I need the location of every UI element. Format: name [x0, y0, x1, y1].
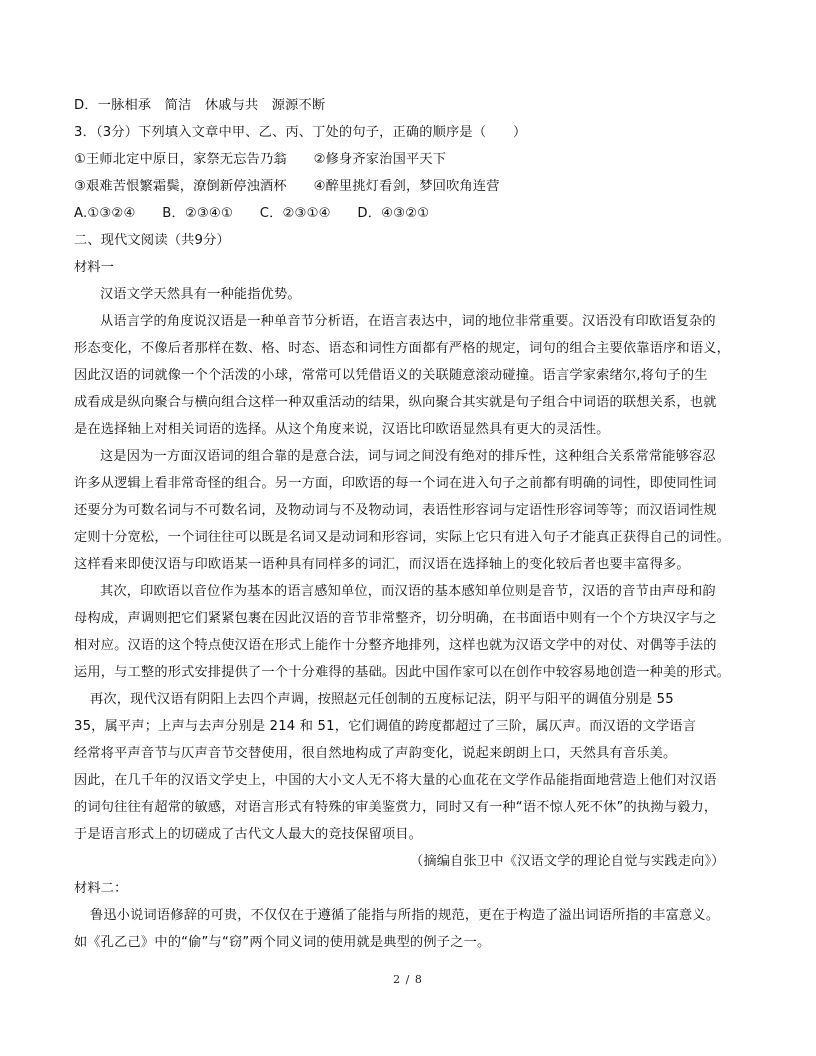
paragraph-line: 是在选择轴上对相关词语的选择。从这个角度来说，汉语比印欧语显然具有更大的灵活性。 — [74, 422, 610, 437]
material-1-heading: 材料一 — [74, 260, 115, 275]
paragraph-line: 如《孔乙己》中的“偷”与“窃”两个同义词的使用就是典型的例子之一。 — [74, 935, 491, 950]
sentence-options-3-4: ③艰难苦恨繁霜鬓，潦倒新停浊酒杯 ④醉里挑灯看剑，梦回吹角连营 — [74, 179, 500, 194]
paragraph-line: 从语言学的角度说汉语是一种单音节分析语，在语言表达中，词的地位非常重要。汉语没有印欧语复杂的 — [100, 314, 716, 329]
paragraph-line: 35，属平声；上声与去声分别是 214 和 51，它们调值的跨度都超过了三阶，属仄声。而汉语的文学语言 — [74, 719, 697, 734]
paragraph-line: 成看成是纵向聚合与横向组合这样一种双重活动的结果，纵向聚合其实就是句子组合中词语的联想关系，也就 — [74, 395, 717, 410]
answer-choices: A.①③②④ B．②③④① C．②③①④ D．④③②① — [74, 206, 430, 221]
paragraph-line: 其次，印欧语以音位作为基本的语言感知单位，而汉语的基本感知单位则是音节，汉语的音节由声母和韵 — [100, 584, 716, 599]
paragraph-line: 这是因为一方面汉语词的组合靠的是意合法，词与词之间没有绝对的排斥性，这种组合关系常常能够容忍 — [100, 449, 716, 464]
paragraph-line: 还要分为可数名词与不可数名词，及物动词与不及物动词，表语性形容词与定语性形容词等等；而汉语词性规 — [74, 503, 717, 518]
paragraph-line: 的词句往往有超常的敏感，对语言形式有特殊的审美鉴赏力，同时又有一种“语不惊人死不休”的执拗与毅力， — [74, 800, 718, 815]
paragraph-line: 经常将平声音节与仄声音节交替使用，很自然地构成了声韵变化，说起来朗朗上口，天然具有音乐美。 — [74, 746, 677, 761]
material-2-heading: 材料二： — [74, 881, 128, 896]
paragraph-line: 母构成，声调则把它们紧紧包裹在因此汉语的音节非常整齐，切分明确，在书面语中则有一个个方块汉字与之 — [74, 611, 717, 626]
section-heading: 二、现代文阅读（共9分） — [74, 233, 230, 248]
paragraph-line: 定则十分宽松，一个词往往可以既是名词又是动词和形容词，实际上它只有进入句子才能真正获得自己的词性。 — [74, 530, 730, 545]
paragraph-line: 运用，与工整的形式安排提供了一个十分难得的基础。因此中国作家可以在创作中较容易地创造一种美的形式。 — [74, 665, 730, 680]
paragraph-line: 汉语文学天然具有一种能指优势。 — [100, 287, 301, 302]
paragraph-line: 再次，现代汉语有阴阳上去四个声调，按照赵元任创制的五度标记法，阴平与阳平的调值分别是 55 — [90, 692, 674, 707]
paragraph-line: 鲁迅小说词语修辞的可贵，不仅仅在于遵循了能指与所指的规范，更在于构造了溢出词语所指的丰富意义。 — [90, 908, 720, 923]
page-number: 2 / 8 — [393, 973, 423, 986]
paragraph-line: 因此汉语的词就像一个个活泼的小球，常常可以凭借语义的关联随意滚动碰撞。语言学家索绪尔,将句子的生 — [74, 368, 708, 383]
option-d-line: D．一脉相承 简洁 休戚与共 源源不断 — [74, 98, 326, 113]
paragraph-line: 形态变化，不像后者那样在数、格、时态、语态和词性方面都有严格的规定，词句的组合主要依靠语序和语义， — [74, 341, 730, 356]
source-citation: （摘编自张卫中《汉语文学的理论自觉与实践走向》） — [410, 854, 725, 869]
paragraph-line: 这样看来即使汉语与印欧语某一语种具有同样多的词汇，而汉语在选择轴上的变化较后者也要丰富得多。 — [74, 557, 690, 572]
paragraph-line: 相对应。汉语的这个特点使汉语在形式上能作十分整齐地排列，这样也就为汉语文学中的对仗、对偶等手法的 — [74, 638, 717, 653]
paragraph-line: 于是语言形式上的切磋成了古代文人最大的竞技保留项目。 — [74, 827, 423, 842]
sentence-options-1-2: ①王师北定中原日，家祭无忘告乃翁 ②修身齐家治国平天下 — [74, 152, 447, 167]
paragraph-line: 因此，在几千年的汉语文学史上，中国的大小文人无不将大量的心血花在文学作品能指面地营造上他们对汉语 — [74, 773, 717, 788]
question-3-stem: 3．（3分）下列填入文章中甲、乙、丙、丁处的句子，正确的顺序是（ ） — [74, 125, 527, 140]
paragraph-line: 许多从逻辑上看非常奇怪的组合。另一方面，印欧语的每一个词在进入句子之前都有明确的词性，即使同性词 — [74, 476, 717, 491]
